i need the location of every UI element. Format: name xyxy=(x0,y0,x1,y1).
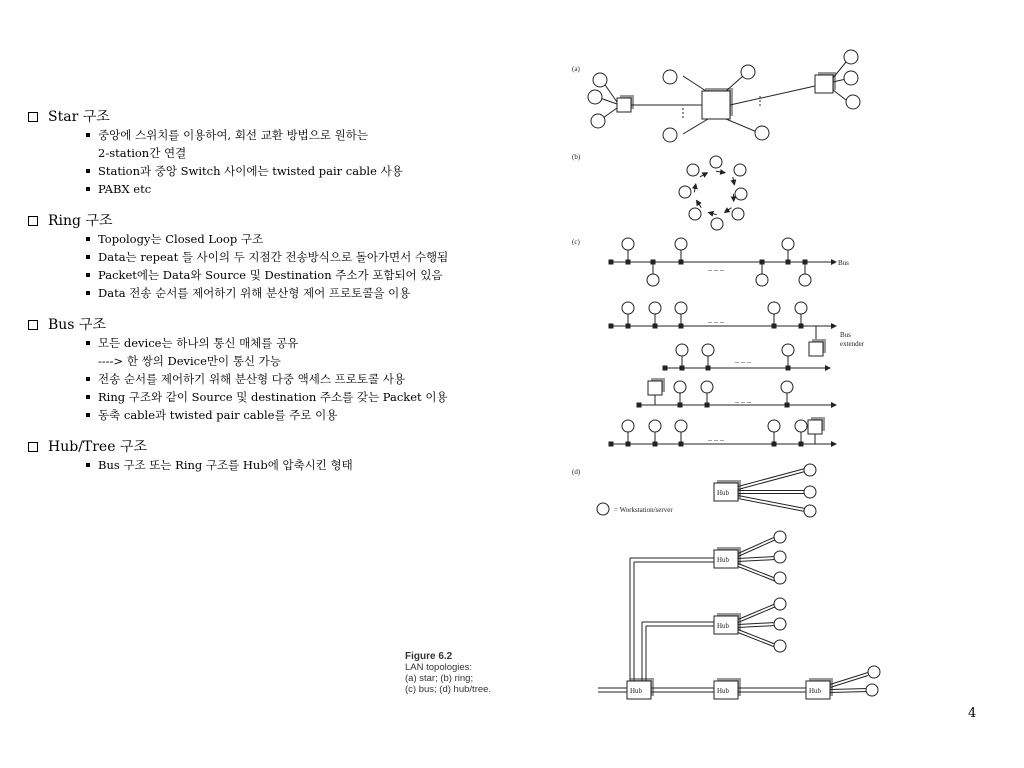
workstation-node xyxy=(593,73,607,87)
section-heading-text: Star 구조 xyxy=(48,109,110,125)
hub-label: Hub xyxy=(717,556,730,564)
workstation-node xyxy=(687,164,699,176)
twisted-pair-line xyxy=(738,469,805,487)
link-line xyxy=(833,90,846,100)
ring-arrow xyxy=(697,201,702,208)
workstation-node xyxy=(649,420,661,432)
tap xyxy=(803,260,807,264)
trunk-line xyxy=(730,86,815,105)
tap xyxy=(760,260,764,264)
bullet-item: 중앙에 스위치를 이용하여, 회선 교환 방법으로 원하는 xyxy=(86,126,568,144)
tap xyxy=(799,442,803,446)
star-switch-right xyxy=(815,75,833,93)
workstation-node xyxy=(591,114,605,128)
twisted-pair-line xyxy=(830,692,868,693)
twisted-pair-line xyxy=(738,567,776,582)
star-switch-center xyxy=(702,91,730,119)
bullet-item: Data는 repeat 들 사이의 두 지점간 전송방식으로 돌아가면서 수행됨 xyxy=(86,248,568,266)
twisted-pair-line xyxy=(830,676,868,688)
tap xyxy=(706,366,710,370)
tap xyxy=(626,324,630,328)
workstation-node xyxy=(675,302,687,314)
ellipsis: – – – xyxy=(735,357,751,366)
ellipsis: – – – xyxy=(708,435,724,444)
tap xyxy=(786,260,790,264)
workstation-node xyxy=(844,71,858,85)
workstation-node xyxy=(675,238,687,250)
ring-arrow xyxy=(694,184,695,192)
workstation-node xyxy=(676,344,688,356)
workstation-node xyxy=(689,208,701,220)
bus-end xyxy=(663,366,667,370)
twisted-pair-line xyxy=(738,499,805,512)
legend-text: = Workstation/server xyxy=(614,506,673,514)
bus-label: Bus xyxy=(838,259,849,267)
tap xyxy=(651,260,655,264)
bullet-item: Topology는 Closed Loop 구조 xyxy=(86,230,568,248)
workstation-node xyxy=(799,274,811,286)
workstation-node xyxy=(795,420,807,432)
legend-node xyxy=(597,503,609,515)
workstation-node xyxy=(866,684,878,696)
workstation-node xyxy=(622,302,634,314)
bullet-continuation: 2-station간 연결 xyxy=(98,146,187,160)
link-line xyxy=(683,76,706,91)
workstation-node xyxy=(622,238,634,250)
bullet-item: Data 전송 순서를 제어하기 위해 분산형 제어 프로토콜을 이용 xyxy=(86,284,568,302)
bullet-item: 모든 device는 하나의 통신 매체를 공유 xyxy=(86,334,568,352)
tap xyxy=(678,403,682,407)
workstation-node xyxy=(804,505,816,517)
workstation-node xyxy=(774,618,786,630)
twisted-pair-line xyxy=(738,633,776,648)
twisted-pair-line xyxy=(738,557,776,559)
workstation-node xyxy=(735,188,747,200)
workstation-node xyxy=(846,95,860,109)
link-line xyxy=(726,119,757,132)
bus-extender-label: Bus xyxy=(840,331,851,339)
bus-extender xyxy=(648,381,662,395)
hub-label: Hub xyxy=(717,489,730,497)
bullet-item: Ring 구조와 같이 Source 및 destination 주소를 갖는 Packet 이용 xyxy=(86,388,568,406)
bus-end xyxy=(637,403,641,407)
workstation-node xyxy=(755,126,769,140)
ring-arrow xyxy=(709,213,717,215)
workstation-node xyxy=(647,274,659,286)
workstation-node xyxy=(782,344,794,356)
workstation-node xyxy=(768,420,780,432)
tap xyxy=(785,403,789,407)
workstation-node xyxy=(804,464,816,476)
workstation-node xyxy=(774,572,786,584)
ring-arrow xyxy=(700,173,707,177)
ellipsis: – – – xyxy=(708,265,724,274)
workstation-node xyxy=(732,208,744,220)
tap xyxy=(705,403,709,407)
bullet-item: PABX etc xyxy=(86,180,568,198)
bus-end xyxy=(609,260,613,264)
tap xyxy=(653,324,657,328)
tap xyxy=(679,260,683,264)
bullet-item: 동축 cable과 twisted pair cable를 주로 이용 xyxy=(86,406,568,424)
tap xyxy=(772,442,776,446)
twisted-pair-line xyxy=(738,560,776,562)
workstation-node xyxy=(711,218,723,230)
twisted-pair-line xyxy=(738,604,776,620)
hub-label: Hub xyxy=(717,687,730,695)
twisted-pair-line xyxy=(738,564,776,579)
workstation-node xyxy=(756,274,768,286)
twisted-pair-line xyxy=(738,472,805,490)
workstation-node xyxy=(774,531,786,543)
workstation-node xyxy=(702,344,714,356)
bus-end xyxy=(609,324,613,328)
bus-extender xyxy=(809,342,823,356)
figure-caption-line: (c) bus; (d) hub/tree. xyxy=(405,684,492,695)
bus-end xyxy=(609,442,613,446)
bus-extender-label: extender xyxy=(840,340,865,348)
figure-caption-line: (a) star; (b) ring; xyxy=(405,673,474,684)
bullet-item: 전송 순서를 제어하기 위해 분산형 다중 액세스 프로토콜 사용 xyxy=(86,370,568,388)
twisted-pair-line xyxy=(738,630,776,645)
figure-caption-title: Figure 6.2 xyxy=(405,651,453,662)
workstation-node xyxy=(774,551,786,563)
twisted-pair-line xyxy=(830,673,868,685)
section-heading-text: Ring 구조 xyxy=(48,213,113,229)
workstation-node xyxy=(768,302,780,314)
workstation-node xyxy=(741,65,755,79)
workstation-node xyxy=(734,164,746,176)
bullet-item: Packet에는 Data와 Source 및 Destination 주소가 포함되어 있음 xyxy=(86,266,568,284)
twisted-pair-line xyxy=(738,496,805,509)
workstation-node xyxy=(782,238,794,250)
twisted-pair-line xyxy=(738,540,776,557)
workstation-node xyxy=(674,381,686,393)
hub-label: Hub xyxy=(717,622,730,630)
twisted-pair-line xyxy=(830,689,868,690)
workstation-node xyxy=(675,420,687,432)
hub-label: Hub xyxy=(630,687,643,695)
panel-label-d: (d) xyxy=(572,468,581,476)
tap xyxy=(799,324,803,328)
workstation-node xyxy=(774,598,786,610)
workstation-node xyxy=(679,186,691,198)
ring-arrow xyxy=(716,171,725,172)
tap xyxy=(626,442,630,446)
tap xyxy=(679,442,683,446)
workstation-node xyxy=(774,640,786,652)
link-line xyxy=(726,76,743,91)
tap xyxy=(653,442,657,446)
workstation-node xyxy=(844,50,858,64)
workstation-node xyxy=(588,90,602,104)
bullet-item: Bus 구조 또는 Ring 구조를 Hub에 압축시킨 형태 xyxy=(86,456,568,474)
panel-label-a: (a) xyxy=(572,65,580,73)
tap xyxy=(772,324,776,328)
ellipsis: – – – xyxy=(735,397,751,406)
tap xyxy=(626,260,630,264)
hub-label: Hub xyxy=(809,687,822,695)
bus-extender xyxy=(808,420,822,434)
section-heading-text: Bus 구조 xyxy=(48,317,106,333)
twisted-pair-line xyxy=(738,537,776,554)
star-switch-left xyxy=(617,98,631,112)
workstation-node xyxy=(701,381,713,393)
workstation-node xyxy=(781,381,793,393)
figure-caption-line: LAN topologies: xyxy=(405,662,473,673)
link-line xyxy=(683,119,708,134)
ring-arrow xyxy=(725,208,732,213)
workstation-node xyxy=(649,302,661,314)
workstation-node xyxy=(868,666,880,678)
twisted-pair-line xyxy=(738,607,776,623)
ring-arrow xyxy=(733,177,735,185)
page-number: 4 xyxy=(968,706,977,721)
workstation-node xyxy=(795,302,807,314)
bullet-item: Station과 중앙 Switch 사이에는 twisted pair cable 사용 xyxy=(86,162,568,180)
twisted-pair-line xyxy=(738,623,776,625)
section-heading-text: Hub/Tree 구조 xyxy=(48,439,148,455)
bullet-continuation: ----> 한 쌍의 Device만이 통신 가능 xyxy=(98,354,281,368)
workstation-node xyxy=(663,70,677,84)
tap xyxy=(679,324,683,328)
workstation-node xyxy=(663,128,677,142)
workstation-node xyxy=(710,156,722,168)
panel-label-c: (c) xyxy=(572,238,580,246)
tap xyxy=(680,366,684,370)
workstation-node xyxy=(804,486,816,498)
tap xyxy=(786,366,790,370)
workstation-node xyxy=(622,420,634,432)
twisted-pair-line xyxy=(738,626,776,628)
panel-label-b: (b) xyxy=(572,153,581,161)
figure-caption xyxy=(405,651,491,695)
ellipsis: – – – xyxy=(708,317,724,326)
link-line xyxy=(603,108,617,118)
